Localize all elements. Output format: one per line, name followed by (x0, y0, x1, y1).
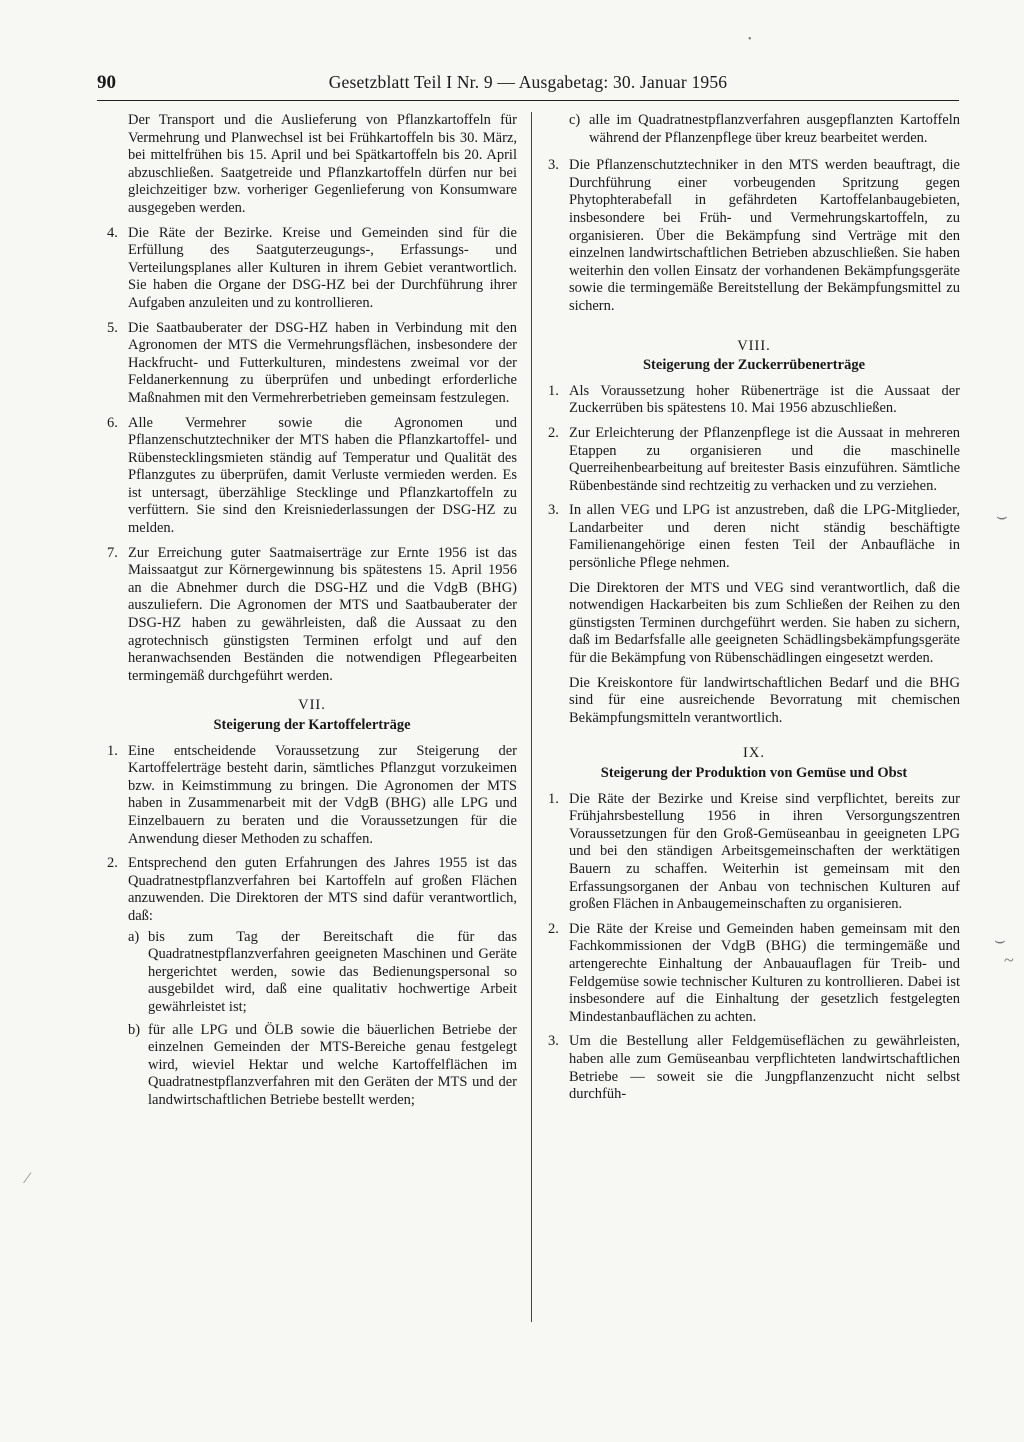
section-number: VII. (298, 697, 326, 714)
item-text: Die Räte der Bezirke und Kreise sind verpflichtet, bereits zur Frühjahrsbestellung 1956 in ihren Versorgungszentren Voraussetzungen für den Groß-Gemüseanbau in geeigneten LPG und bei den ständigen Arbeitsgemeinschaften der werktätigen Bauern zu schaffen. Weiterhin ist gemeinsam mit den Erfassungsorganen der Anbau von technischen Kulturen auf großen Flächen in Anbaugemeinschaften zu organisieren. (569, 790, 960, 913)
item-text: Alle Vermehrer sowie die Agronomen und Pflanzenschutztechniker der MTS haben die Pflanzkartoffel- und Rübenstecklingsmieten ständig auf Temperatur und Qualität des Pflanzgutes zu überprüfen, damit Verluste vermieden werden. Es ist untersagt, überzählige Stecklinge und Pflanzkartoffeln zu verfüttern. Sie sind den Kreisniederlassungen der DSG-HZ zu melden. (128, 414, 517, 537)
margin-mark: ⌣ (996, 506, 1008, 526)
sub-item-text: bis zum Tag der Bereitschaft die für das Quadratnestpflanzverfahren geeigneten Maschinen und Geräte hergerichtet werden, sowie das Bedienungspersonal so ausgebildet wird, daß eine qualitativ hochwertige Arbeit gewährleistet ist; (148, 928, 517, 1015)
item-text: Zur Erleichterung der Pflanzenpflege ist die Aussaat in mehreren Etappen zu organisieren und die maschinelle Querreihenbearbeitung auf breitester Basis einzuführen. Sämtliche Rübenbestände sind rechtzeitig zu verhacken und zu verziehen. (569, 424, 960, 494)
item-number: 3. (548, 502, 559, 519)
item-number: 5. (107, 319, 118, 336)
scan-dot-mark: • (748, 34, 752, 45)
item-number: 3. (548, 1033, 559, 1050)
item-number: 6. (107, 414, 118, 431)
list-item (107, 855, 517, 1114)
section-title: Steigerung der Kartoffelerträge (213, 717, 411, 733)
list-item (107, 112, 517, 218)
sub-item-text: für alle LPG und ÖLB sowie die bäuerlichen Betriebe der einzelnen Gemeinden der MTS-Bereiche genau festgelegt wird, wieviel Hektar und welche Kartoffelflächen im Quadratnestpflanzverfahren mit den Geräten der MTS und der landwirtschaftlichen Betriebe bestellt werden; (148, 1021, 517, 1108)
margin-mark: ⌣ (994, 930, 1006, 950)
paragraph-text: Der Transport und die Auslieferung von Pflanzkartoffeln für Vermehrung und Planwechsel ist bei Frühkartoffeln bis 30. März, bei mittelfrühen bis 15. April und bei Spätkartoffeln bis 20. April abzuschließen. Saatgetreide und Pflanzkartoffeln dürfen nur bei gleichzeitiger bzw. vorheriger Gegenlieferung von Konsumware ausgegeben werden. (128, 112, 517, 216)
item-number: 1. (548, 790, 559, 807)
sub-item-label: c) (569, 112, 581, 128)
paragraph-text: Die Direktoren der MTS und VEG sind verantwortlich, daß die notwendigen Hackarbeiten bis zum Schließen der Reihen zu den günstigsten Terminen durchgeführt werden. Sie haben zu sichern, daß im Bedarfsfalle alle geeigneten Schädlingsbekämpfungsgeräte für die Bekämpfung von Rübenschädlingen eingesetzt werden. (569, 579, 960, 667)
section-number: VIII. (737, 337, 771, 354)
sub-item (128, 1022, 517, 1110)
item-number: 2. (107, 855, 118, 872)
header-title: Gesetzblatt Teil I Nr. 9 — Ausgabetag: 30. Januar 1956 (328, 72, 728, 92)
list-item (548, 157, 960, 315)
item-number: 2. (548, 424, 559, 441)
list-item (548, 383, 960, 418)
list-item (548, 791, 960, 914)
item-number: 3. (548, 157, 559, 174)
section-title: Steigerung der Produktion von Gemüse und Obst (600, 765, 908, 781)
section-number: IX. (743, 745, 765, 762)
item-number: 4. (107, 224, 118, 241)
list-item (107, 415, 517, 538)
list-item (548, 502, 960, 572)
right-column (548, 112, 960, 1111)
list-item (107, 545, 517, 686)
item-number: 1. (548, 382, 559, 399)
item-text: In allen VEG und LPG ist anzustreben, daß die LPG-Mitglieder, Landarbeiter und deren nicht ständig beschäftigte Familienangehörige einen festen Teil der Anbaufläche in persönliche Pflege nehmen. (569, 502, 960, 572)
sub-item-text: alle im Quadratnestpflanzverfahren ausgepflanzten Kartoffeln während der Pflanzenpflege über kreuz bearbeitet werden. (589, 112, 960, 146)
sub-item-label: a) (128, 928, 140, 945)
left-column (107, 112, 517, 1121)
item-number: 1. (107, 742, 118, 759)
item-text: Um die Bestellung aller Feldgemüseflächen zu gewährleisten, haben alle zum Gemüseanbau verpflichteten landwirtschaftlichen Betriebe — soweit sie die Jungpflanzenzucht nicht selbst durchfüh- (569, 1033, 960, 1103)
margin-mark: ∕ (26, 1170, 29, 1187)
item-text: Eine entscheidende Voraussetzung zur Steigerung der Kartoffelerträge besteht darin, sämtliches Pflanzgut vorzukeimen bzw. in Keimstimmung zu bringen. Die Agronomen der MTS haben in Zusammenarbeit mit der VdgB (BHG) alle LPG und Einzelbauern zu beraten und die Voraussetzungen für die Anwendung dieser Methoden zu schaffen. (128, 742, 517, 847)
list-item (548, 425, 960, 495)
list-item (107, 320, 517, 408)
section-title: Steigerung der Zuckerrübenerträge (642, 357, 866, 374)
list-item (548, 921, 960, 1027)
item-text: Die Räte der Bezirke. Kreise und Gemeinden sind für die Erfüllung des Saatguterzeugungs-, Erfassungs- und Verteilungsplanes aller Kulturen in ihrem Gebiet verantwortlich. Sie haben die Organe der DSG-HZ bei der Durchführung ihrer Aufgaben anzuleiten und zu kontrollieren. (128, 224, 517, 311)
sub-item (128, 929, 517, 1017)
item-text: Die Pflanzenschutztechniker in den MTS werden beauftragt, die Durchführung einer vorbeugenden Spritzung gegen Phytophterabefall in gefährdeten Kartoffelanbaugebieten, insbesondere bei Früh- und Vermehrungskartoffeln, zu organisieren. Über die Bekämpfung sind Verträge mit den einzelnen landwirtschaftlichen Betrieben abzuschließen. Sie haben weiterhin den vollen Einsatz der vorhandenen Bekämpfungsgeräte sowie die termingemäße Bereitstellung der Bekämpfungsmittel zu sichern. (569, 157, 960, 314)
item-text: Entsprechend den guten Erfahrungen des Jahres 1955 ist das Quadratnestpflanzverfahren bei Kartoffeln auf großen Flächen anzuwenden. Die Direktoren der MTS sind dafür verantwortlich, daß: (128, 855, 517, 924)
list-item (548, 1033, 960, 1103)
list-item (107, 225, 517, 313)
column-divider (531, 112, 532, 1322)
item-number: 7. (107, 544, 118, 561)
item-text: Zur Erreichung guter Saatmaiserträge zur Ernte 1956 ist das Maissaatgut zur Körnergewinnung bis spätestens 15. April 1956 an die Abnehmer durch die DSG-HZ und die VdgB (BHG) auszuliefern. Die Agronomen der MTS und Saatbauberater der DSG-HZ haben zu gewährleisten, daß die Aussaat zu den agrotechnisch günstigsten Terminen erfolgt und auf den heranwachsenden Beständen die notwendigen Pflegearbeiten termingemäß durchgeführt werden. (128, 544, 517, 684)
item-text: Die Räte der Kreise und Gemeinden haben gemeinsam mit den Fachkommissionen der VdgB (BHG) die termingemäße und artengerechte Einhaltung der Anbauauflagen für Treib- und Feldgemüse sowie technischer Kulturen zu kontrollieren. Dabei ist insbesondere auf die Einhaltung der gesetzlich festgelegten Mindestanbauflächen zu achten. (569, 920, 960, 1025)
margin-mark: ~ (1004, 950, 1014, 970)
page-header (97, 72, 959, 101)
item-text: Die Saatbauberater der DSG-HZ haben in Verbindung mit den Agronomen der MTS die Vermehrungsflächen, insbesondere der Hackfrucht- und Futterkulturen, mindestens zweimal vor der Feldanerkennung zu überprüfen und unbedingt erforderliche Maßnahmen mit den Vermehrerbetrieben gemeinsam festzulegen. (128, 319, 517, 406)
page-number: 90 (97, 72, 116, 93)
sub-item-label: b) (128, 1021, 141, 1038)
paragraph-text: Die Kreiskontore für landwirtschaftlichen Bedarf und die BHG sind für eine ausreichende Bevorratung mit chemischen Bekämpfungsmitteln verantwortlich. (569, 674, 960, 726)
list-item (107, 743, 517, 849)
sub-item (548, 112, 960, 147)
item-number: 2. (548, 920, 559, 937)
item-text: Als Voraussetzung hoher Rübenerträge ist die Aussaat der Zuckerrüben bis spätestens 10. Mai 1956 abzuschließen. (569, 382, 960, 417)
